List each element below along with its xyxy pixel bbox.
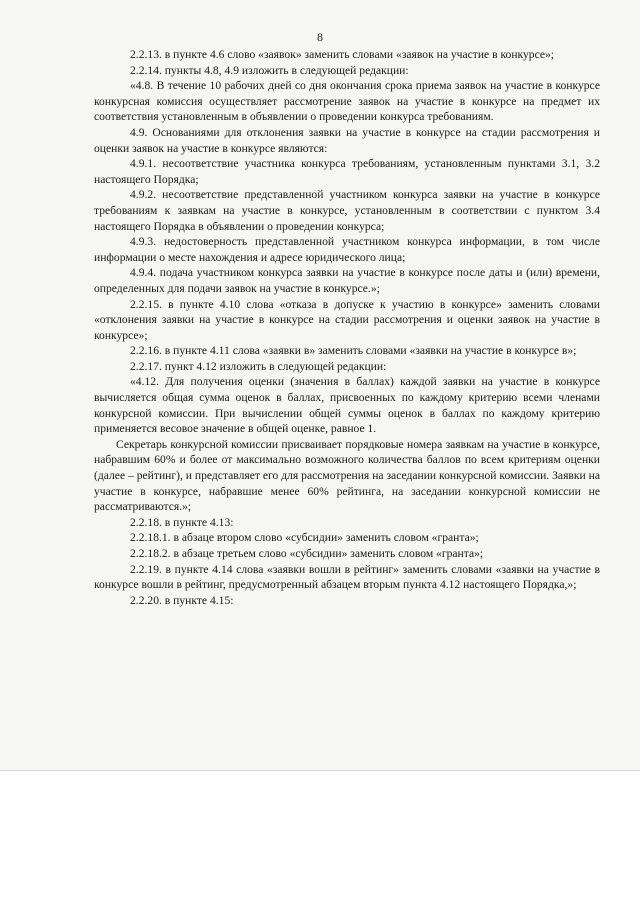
paragraph-2-2-13: 2.2.13. в пункте 4.6 слово «заявок» заменить словами «заявок на участие в конкурсе»; [130,48,555,61]
paragraph-2-2-14: 2.2.14. пункты 4.8, 4.9 изложить в следующей редакции: [130,63,409,77]
paragraph-2-2-17: 2.2.17. пункт 4.12 изложить в следующей редакции: [130,359,387,373]
paragraph-2-2-19: 2.2.19. в пункте 4.14 слова «заявки вошли в рейтинг» заменить словами «заявки на участие в конкурсе вошли в рейтинг, предусмотренный абзацем вторым пункта 4.12 настоящего Порядка,»; [94,562,600,592]
paragraph-2-2-15: 2.2.15. в пункте 4.10 слова «отказа в допуске к участию в конкурсе» заменить словами «отклонения заявки на участие в конкурсе на стадии рассмотрения и оценки заявок на участие в конкурсе»; [94,297,600,342]
paragraph-2-2-18-2: 2.2.18.2. в абзаце третьем слово «субсидии» заменить словом «гранта»; [130,547,484,560]
paragraph-2-2-20: 2.2.20. в пункте 4.15: [130,593,234,607]
paragraph-4-12: «4.12. Для получения оценки (значения в баллах) каждой заявки на участие в конкурсе вычисляется общая сумма оценок в баллах, присвоенных по каждому критерию всеми членами конкурсной комиссии. При вычислении общей суммы оценок в баллах по каждому критерию применяется весовое значение в общей оценке, равное 1. [94,375,600,436]
paragraph-secretary: Секретарь конкурсной комиссии присваивает порядковые номера заявкам на участие в конкурсе, набравшим 60% и более от максимально возможного количества баллов по всем критериям оценки (далее – рейтинг), и представляет его для рассмотрения на заседании конкурсной комиссии. Заявки на участие в конкурсе, набравшие менее 60% рейтинга, на заседании конкурсной комиссии не рассматриваются.»; [94,437,600,514]
page-number: 8 [317,30,323,44]
paragraph-2-2-18-1: 2.2.18.1. в абзаце втором слово «субсидии» заменить словом «гранта»; [130,531,479,545]
paragraph-4-9-4: 4.9.4. подача участником конкурса заявки на участие в конкурсе после даты и (или) времени, определенных для подачи заявок на участие в конкурсе.»; [94,266,600,295]
paragraph-4-8: «4.8. В течение 10 рабочих дней со дня окончания срока приема заявок на участие в конкурсе конкурсная комиссия осуществляет рассмотрение заявок на участие в конкурсе на предмет их соответствия установленным в объявлении о проведении конкурса требованиям. [94,79,600,124]
paragraph-4-9-1: 4.9.1. несоответствие участника конкурса требованиям, установленным пунктами 3.1, 3.2 настоящего Порядка; [94,157,600,186]
document-body [94,47,600,608]
paragraph-2-2-16: 2.2.16. в пункте 4.11 слова «заявки в» заменить словами «заявки на участие в конкурсе в»; [130,344,577,358]
paragraph-2-2-18: 2.2.18. в пункте 4.13: [130,515,234,529]
paragraph-4-9: 4.9. Основаниями для отклонения заявки на участие в конкурсе на стадии рассмотрения и оценки заявок на участие в конкурсе являются: [94,125,600,155]
paragraph-4-9-2: 4.9.2. несоответствие представленной участником конкурса заявки на участие в конкурсе требованиям к заявкам на участие в конкурсе, установленным в соответствии с пунктом 3.4 настоящего Порядка в объявлении о проведении конкурса; [94,188,600,233]
paragraph-4-9-3: 4.9.3. недостоверность представленной участником конкурса информации, в том числе информации о месте нахождения и адресе юридического лица; [94,235,600,264]
